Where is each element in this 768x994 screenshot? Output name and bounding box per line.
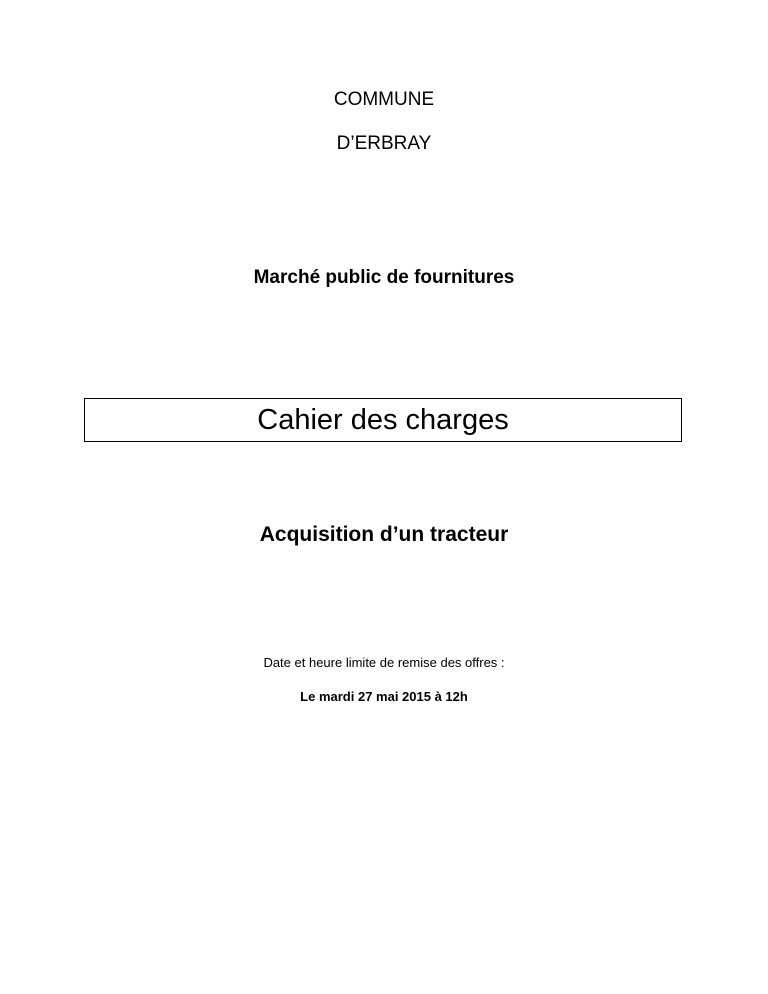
subject-heading: Acquisition d’un tracteur bbox=[259, 523, 509, 546]
commune-name: D’ERBRAY bbox=[336, 133, 432, 154]
document-title: Cahier des charges bbox=[257, 404, 509, 436]
document-title-box bbox=[84, 398, 682, 442]
market-type-heading: Marché public de fournitures bbox=[253, 267, 515, 288]
deadline-value: Le mardi 27 mai 2015 à 12h bbox=[300, 689, 468, 704]
commune-heading: COMMUNE bbox=[333, 89, 435, 110]
deadline-label: Date et heure limite de remise des offres : bbox=[263, 655, 505, 670]
